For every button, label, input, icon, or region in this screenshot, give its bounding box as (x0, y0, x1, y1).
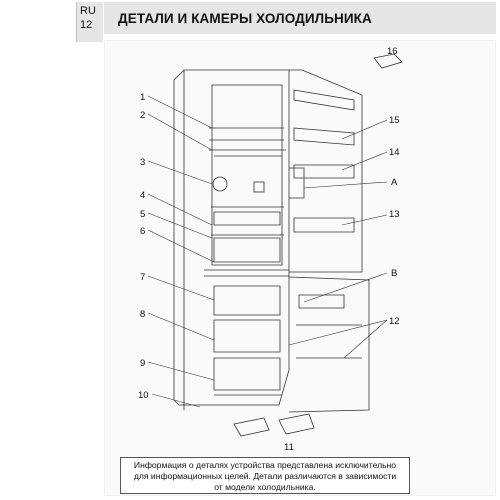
page-title: ДЕТАЛИ И КАМЕРЫ ХОЛОДИЛЬНИКА (118, 11, 372, 26)
freezer-drawer-2 (214, 320, 280, 352)
door-bin-14 (294, 165, 354, 178)
header-bar (104, 2, 496, 34)
callout-2: 2 (140, 110, 146, 121)
callout-B: B (391, 268, 398, 279)
light-switch (254, 182, 264, 192)
crisper-drawer (211, 235, 284, 262)
callout-11: 11 (284, 442, 294, 453)
fridge-diagram (104, 40, 496, 455)
wine-rack (209, 128, 284, 140)
door-bin-15 (294, 128, 354, 145)
callout-3: 3 (140, 157, 146, 168)
fridge-door (289, 70, 362, 272)
freezer-door-shelves (296, 325, 362, 358)
callout-12: 12 (389, 316, 400, 327)
callout-9: 9 (140, 358, 146, 369)
freezer-drawer-3 (214, 358, 280, 390)
page-number: 12 (80, 19, 93, 31)
callout-7: 7 (140, 272, 146, 283)
door-bin-13 (294, 218, 354, 232)
language-tab (76, 2, 103, 42)
freezer-door (289, 277, 369, 412)
callout-8: 8 (140, 309, 146, 320)
ice-tray-left (234, 418, 269, 436)
door-bin-top (294, 90, 354, 110)
note-line-2: для информационных целей. Детали различаются в зависимости (133, 471, 397, 482)
callout-5: 5 (140, 209, 146, 220)
callout-16: 16 (387, 46, 398, 57)
shelf-upper (209, 150, 286, 156)
callout-1: 1 (140, 92, 146, 103)
callout-labels (138, 46, 400, 453)
egg-tray (289, 168, 304, 198)
language-code: RU (80, 5, 96, 17)
note-line-3: от модели холодильника. (214, 482, 316, 493)
compartment-divider (204, 270, 289, 276)
freezer-drawer-1 (214, 286, 280, 315)
left-margin (0, 0, 104, 500)
callout-10: 10 (138, 390, 149, 401)
callout-14: 14 (389, 147, 400, 158)
fan-unit (213, 177, 227, 191)
ice-tray-right (279, 414, 314, 434)
callout-6: 6 (140, 226, 146, 237)
callout-4: 4 (140, 190, 146, 201)
callout-A: A (391, 177, 398, 188)
callout-15: 15 (389, 115, 400, 126)
note-line-1: Информация о деталях устройства представлена исключительно (133, 460, 397, 470)
info-note (120, 457, 410, 494)
callout-13: 13 (389, 209, 400, 220)
crisper-cover (211, 207, 284, 225)
cabinet-outline (174, 70, 289, 405)
